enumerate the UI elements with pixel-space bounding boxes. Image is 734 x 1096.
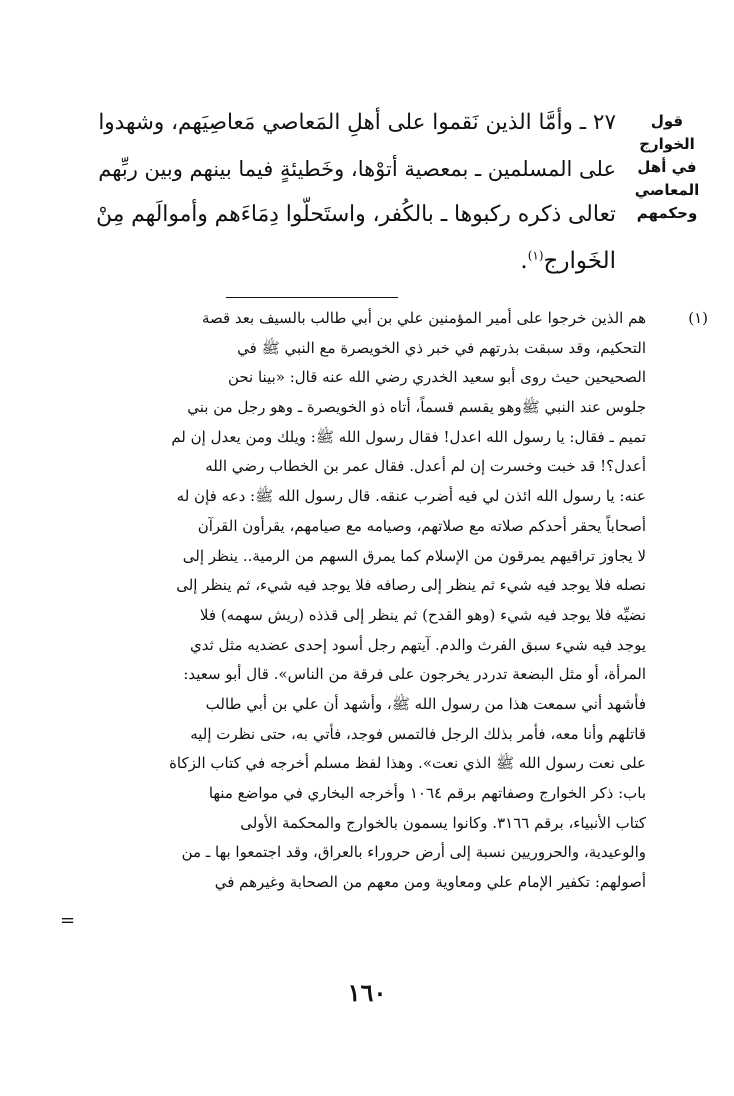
main-paragraph [96,100,616,284]
main-text-final-word: الخَوارج [543,248,616,274]
footnote-line: كتاب الأنبياء، برقم ٣١٦٦. وكانوا يسمون بالخوارج والمحكمة الأولى [240,813,646,832]
margin-heading-line: المعاصي [634,181,700,199]
footnote-line: نصله فلا يوجد فيه شيء ثم ينظر إلى رصافه فلا يوجد فيه شيء، ثم ينظر إلى [176,576,646,595]
footnote-line: نضيِّه فلا يوجد فيه شيء (وهو القدح) ثم ينظر إلى قذذه (ريش سهمه) فلا [199,605,646,624]
footnote-line: هم الذين خرجوا على أمير المؤمنين علي بن أبي طالب بالسيف بعد قصة [201,309,646,327]
main-text-line-last [96,238,616,284]
footnote-line: جلوس عند النبي ﷺوهو يقسم قسماً، أتاه ذو الخويصرة ـ وهو رجل من بني [187,398,646,417]
footnote-line: يوجد فيه شيء سبق الفرث والدم. آيتهم رجل أسود إحدى عضديه مثل ثدي [189,635,646,654]
margin-heading-line: قول [650,112,684,130]
footnote-reference[interactable]: (١) [527,248,544,263]
footnote-line: على نعت رسول الله ﷺ الذي نعت». وهذا لفظ مسلم أخرجه في كتاب الزكاة [169,754,646,773]
footnote-line: تميم ـ فقال: يا رسول الله اعدل! فقال رسول الله ﷺ: ويلك ومن يعدل إن لم [171,427,646,446]
footnote-line: باب: ذكر الخوارج وصفاتهم برقم ١٠٦٤ وأخرجه البخاري في مواضع منها [208,784,646,802]
margin-heading-line: في أهل [637,158,697,176]
footnote-line: المرأة، أو مثل البضعة تدردر يخرجون على فرقة من الناس». قال أبو سعيد: [183,665,646,684]
footnote-line: قاتلهم وأنا معه، فأمر بذلك الرجل فالتمس فوجد، فأتي به، حتى نظرت إليه [190,724,646,743]
margin-heading-line: الخوارج [639,135,695,153]
main-text-line: على المسلمين ـ بمعصية أتوْها، وخَطيئةٍ فيما بينهم وبين ربِّهم [98,157,616,181]
sentence-end: . [520,248,528,274]
footnote [90,304,646,898]
footnote-line: أعدل؟! قد خبت وخسرت إن لم أعدل. فقال عمر بن الخطاب رضي الله [205,457,646,476]
continuation-mark: = [60,910,76,931]
footnote-line: التحكيم، وقد سبقت بذرتهم في خبر ذي الخويصرة مع النبي ﷺ في [237,338,646,357]
footnote-line: عنه: يا رسول الله ائذن لي فيه أضرب عنقه. قال رسول الله ﷺ: دعه فإن له [176,487,646,506]
footnote-line: أصحاباً يحقر أحدكم صلاته مع صلاتهم، وصيامه مع صيامهم، يقرأون القرآن [197,516,646,535]
footnote-line: والوعيدية، والحروريين نسبة إلى أرض حروراء بالعراق، وقد اجتمعوا بها ـ من [181,843,646,862]
main-text-line: ٢٧ ـ وأمَّا الذين نَقموا على أهلِ المَعاصي مَعاصِيَهم، وشهدوا [98,110,616,135]
page-number: ١٦٠ [347,978,387,1007]
footnote-separator [226,297,398,298]
footnote-line: أصولهم: تكفير الإمام علي ومعاوية ومن معهم من الصحابة وغيرهم في [214,873,646,892]
footnote-line: لا يجاوز تراقيهم يمرقون من الإسلام كما يمرق السهم من الرمية.. ينظر إلى [182,546,646,565]
margin-heading [628,110,706,225]
margin-heading-line: وحكمهم [636,204,698,222]
footnote-line: الصحيحين حيث روى أبو سعيد الخدري رضي الله عنه قال: «بينا نحن [227,368,646,387]
footnote-line: فأشهد أني سمعت هذا من رسول الله ﷺ، وأشهد أن علي بن أبي طالب [205,694,646,713]
main-text-line: تعالى ذكره ركبوها ـ بالكُفر، واستَحلّوا دِمَاءَهم وأموالَهم مِنْ [96,202,616,227]
footnote-marker: (١) [688,309,708,327]
